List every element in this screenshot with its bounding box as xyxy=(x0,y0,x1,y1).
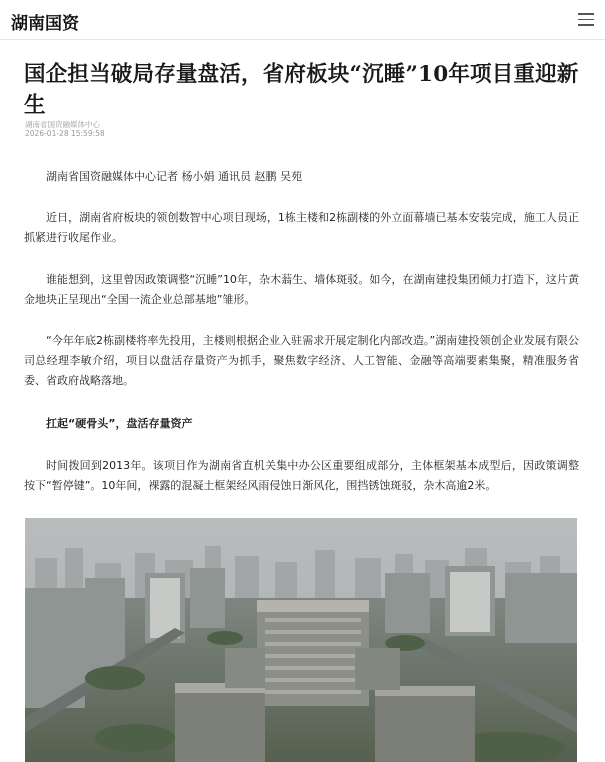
body-paragraph-4: 时间拨回到2013年。该项目作为湖南省直机关集中办公区重要组成部分，主体框架基本成型后，因政策调整按下“暂停键”。10年间，裸露的混凝土框架经风雨侵蚀日渐风化，围挡锈蚀斑驳，杂木高逾2米。 xyxy=(24,459,579,492)
top-bar xyxy=(0,0,605,40)
brand-logo-text[interactable]: 湖南国资 xyxy=(11,14,79,34)
article-title: 国企担当破局存量盘活，省府板块“沉睡”10年项目重迎新生 xyxy=(24,62,579,118)
byline-paragraph: 湖南省国资融媒体中心记者 杨小娟 通讯员 赵鹏 吴苑 xyxy=(46,170,302,183)
hamburger-menu-icon[interactable] xyxy=(577,10,595,28)
menu-line-top xyxy=(578,13,594,15)
menu-line-bottom xyxy=(578,24,594,26)
article-source: 湖南省国资融媒体中心 xyxy=(25,120,100,129)
section-subheading: 扛起“硬骨头”，盘活存量资产 xyxy=(46,417,193,430)
aerial-photo-illustration xyxy=(25,518,577,762)
body-paragraph-2: 谁能想到，这里曾因政策调整“沉睡”10年，杂木蓊生、墙体斑驳。如今，在湖南建投集团倾力打造下，这片黄金地块正呈现出“全国一流企业总部基地”雏形。 xyxy=(24,273,579,306)
article-datetime: 2026-01-28 15:59:58 xyxy=(25,129,105,138)
body-paragraph-3: “今年年底2栋副楼将率先投用，主楼则根据企业入驻需求开展定制化内部改造。”湖南建投领创企业发展有限公司总经理李敏介绍，项目以盘活存量资产为抓手，聚焦数字经济、人工智能、金融等高端要素集聚，精准服务省委、省政府战略落地。 xyxy=(24,334,579,387)
menu-line-middle xyxy=(578,19,594,21)
body-paragraph-1: 近日，湖南省府板块的领创数智中心项目现场，1栋主楼和2栋副楼的外立面幕墙已基本安装完成，施工人员正抓紧进行收尾作业。 xyxy=(24,211,579,244)
article-photo-aerial-buildings xyxy=(25,518,577,762)
